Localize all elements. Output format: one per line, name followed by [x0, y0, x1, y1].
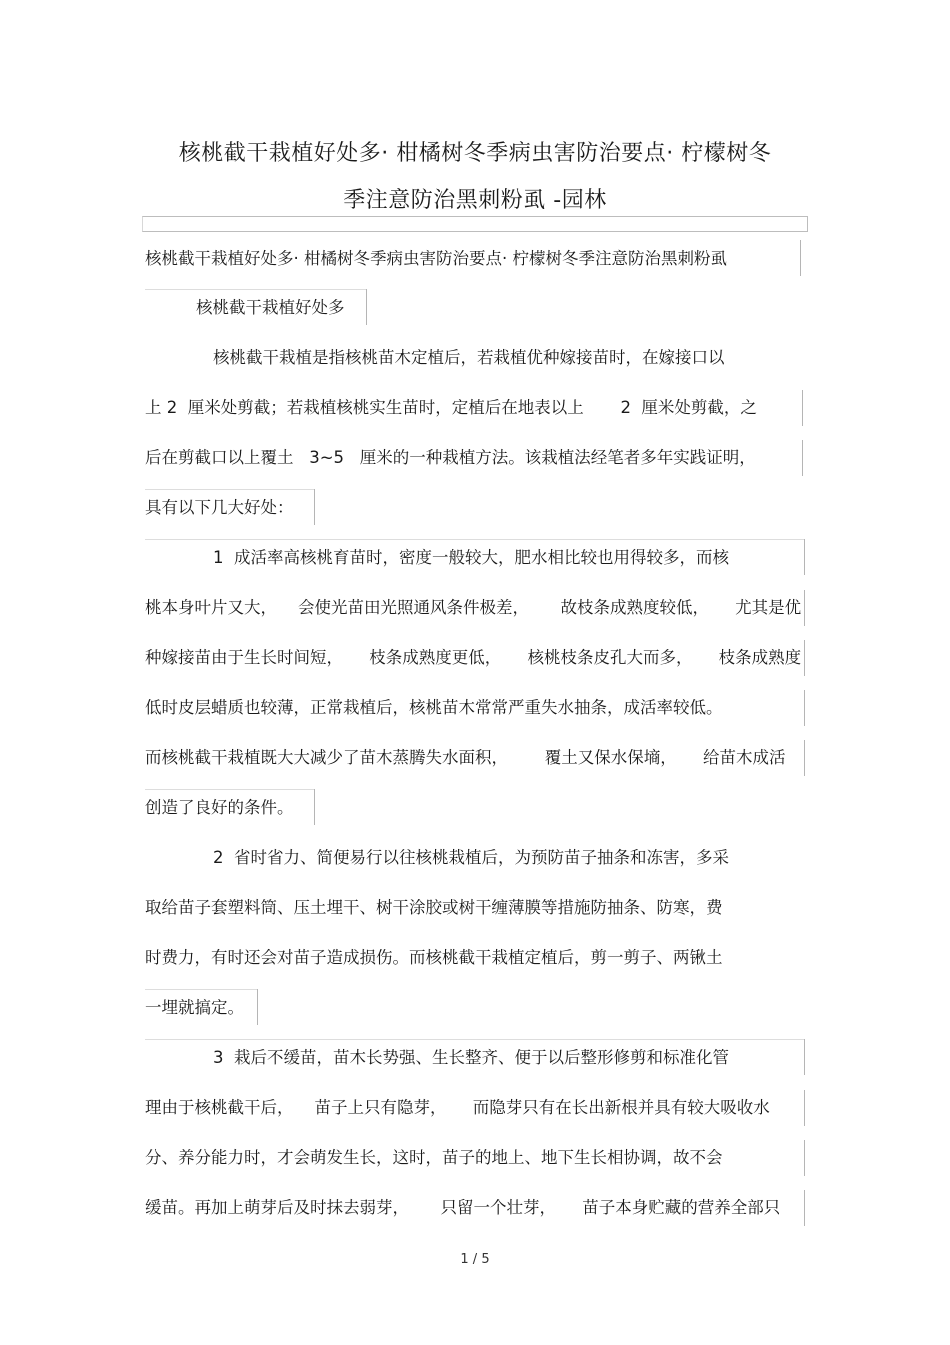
document-title-line-1: 核桃截干栽植好处多· 柑橘树冬季病虫害防治要点· 柠檬树冬: [178, 141, 772, 166]
text-frame-edge: [145, 489, 314, 490]
title-divider-box: [142, 216, 808, 232]
paragraph-line: 1 成活率高核桃育苗时，密度一般较大，肥水相比较也用得较多，而核: [213, 548, 729, 567]
text-frame-edge: [804, 1140, 805, 1176]
text-frame-edge: [145, 789, 314, 790]
paragraph-line: 后在剪截口以上覆土 3~5 厘米的一种栽植方法。该栽植法经笔者多年实践证明，: [145, 448, 756, 467]
paragraph-line: 种嫁接苗由于生长时间短， 枝条成熟度更低， 核桃枝条皮孔大而多， 枝条成熟度: [145, 648, 802, 667]
paragraph-line: 3 栽后不缓苗，苗木长势强、生长整齐、便于以后整形修剪和标准化管: [213, 1048, 729, 1067]
text-frame-edge: [802, 390, 803, 426]
paragraph-line: 具有以下几大好处：: [145, 498, 294, 517]
paragraph-line: 核桃截干栽植是指核桃苗木定植后，若栽植优种嫁接苗时，在嫁接口以: [213, 348, 725, 367]
paragraph-line: 取给苗子套塑料筒、压土埋干、树干涂胶或树干缠薄膜等措施防抽条、防寒，费: [145, 898, 723, 917]
text-frame-edge: [804, 740, 805, 776]
document-subtitle: 核桃截干栽植好处多· 柑橘树冬季病虫害防治要点· 柠檬树冬季注意防治黑刺粉虱: [145, 249, 727, 268]
text-frame-edge: [800, 240, 801, 276]
text-frame-edge: [804, 1039, 805, 1075]
paragraph-line: 理由于核桃截干后， 苗子上只有隐芽， 而隐芽只有在长出新根并具有较大吸收水: [145, 1098, 770, 1117]
text-frame-edge: [145, 289, 367, 290]
paragraph-line: 而核桃截干栽植既大大减少了苗木蒸腾失水面积， 覆土又保水保墒， 给苗木成活: [145, 748, 786, 767]
text-frame-edge: [257, 989, 258, 1025]
paragraph-line: 时费力，有时还会对苗子造成损伤。而核桃截干栽植定植后，剪一剪子、两锹土: [145, 948, 723, 967]
text-frame-edge: [804, 539, 805, 575]
text-frame-edge: [804, 1090, 805, 1126]
text-frame-edge: [314, 489, 315, 525]
text-frame-edge: [314, 789, 315, 825]
paragraph-line: 2 省时省力、简便易行以往核桃栽植后，为预防苗子抽条和冻害，多采: [213, 848, 729, 867]
text-frame-edge: [145, 1039, 805, 1040]
text-frame-edge: [804, 690, 805, 726]
text-frame-edge: [366, 289, 367, 325]
paragraph-line: 缓苗。再加上萌芽后及时抹去弱芽， 只留一个壮芽， 苗子本身贮藏的营养全部只: [145, 1198, 781, 1217]
text-frame-edge: [802, 440, 803, 476]
paragraph-line: 分、养分能力时，才会萌发生长，这时，苗子的地上、地下生长相协调，故不会: [145, 1148, 723, 1167]
paragraph-line: 上 2 厘米处剪截；若栽植核桃实生苗时，定植后在地表以上 2 厘米处剪截，之: [145, 398, 757, 417]
paragraph-line: 一埋就搞定。: [145, 998, 244, 1017]
text-frame-edge: [145, 989, 257, 990]
text-frame-edge: [804, 640, 805, 676]
paragraph-line: 创造了良好的条件。: [145, 798, 294, 817]
paragraph-line: 低时皮层蜡质也较薄，正常栽植后，核桃苗木常常严重失水抽条，成活率较低。: [145, 698, 723, 717]
paragraph-line: 桃本身叶片又大， 会使光苗田光照通风条件极差， 故枝条成熟度较低， 尤其是优: [145, 598, 802, 617]
text-frame-edge: [804, 1190, 805, 1226]
section-heading: 核桃截干栽植好处多: [196, 298, 345, 317]
text-frame-edge: [145, 539, 805, 540]
document-title-line-2: 季注意防治黑刺粉虱 -园林: [343, 188, 607, 213]
page-indicator: 1 / 5: [460, 1252, 490, 1267]
text-frame-edge: [804, 590, 805, 626]
